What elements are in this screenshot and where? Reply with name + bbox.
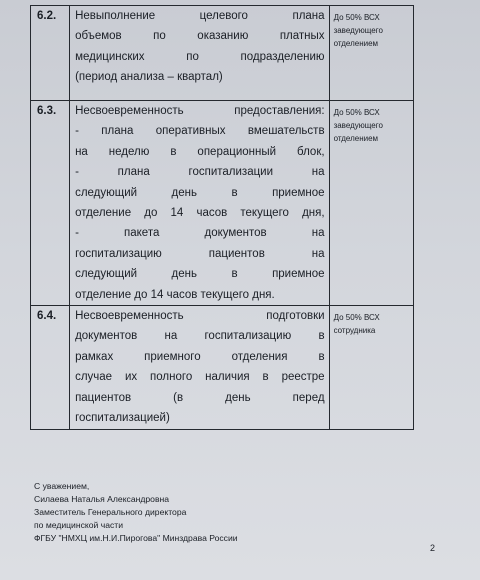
description-line: (период анализа – квартал) (75, 71, 223, 84)
description-line: отделение до 14 часов текущего дня. (75, 288, 275, 301)
penalty-line: заведующего (333, 121, 383, 130)
penalty-table (30, 5, 414, 430)
penalty-line: отделением (333, 134, 379, 143)
penalty-line: заведующего (333, 26, 383, 35)
table-row (31, 101, 414, 306)
penalty-cell (329, 306, 413, 430)
description-line: отделение до 14 часов текущего дня, (75, 207, 325, 220)
description-line: следующий день в приемное (75, 186, 325, 199)
penalty-line: До 50% ВСХ (333, 108, 380, 117)
penalty-line: отделением (333, 39, 379, 48)
violation-description (70, 6, 330, 101)
page-number: 2 (430, 543, 436, 553)
description-line: - плана госпитализации на (75, 166, 325, 179)
description-line: госпитализацией) (75, 412, 170, 425)
violation-description (70, 306, 330, 430)
description-line: пациентов (в день перед (75, 391, 325, 404)
signer-name: Силаева Наталья Александровна (34, 494, 170, 504)
description-line: - плана оперативных вмешательств (75, 125, 325, 138)
violation-description (70, 101, 330, 306)
penalty-cell (329, 101, 413, 306)
description-line: Несвоевременность предоставления: (75, 105, 325, 117)
description-line: - пакета документов на (75, 227, 325, 240)
signature-block (34, 480, 238, 545)
item-number: 6.3. (31, 101, 70, 306)
description-line: документов на госпитализацию в (75, 330, 325, 343)
description-line: случае их полного наличия в реестре (75, 371, 325, 384)
table-row (31, 6, 414, 101)
table-row (31, 306, 414, 430)
penalty-line: До 50% ВСХ (333, 313, 380, 323)
description-line: рамках приемного отделения в (75, 350, 325, 363)
description-line: Невыполнение целевого плана (75, 10, 325, 22)
description-line: Несвоевременность подготовки (75, 310, 325, 323)
description-line: медицинских по подразделению (75, 50, 325, 63)
penalty-line: сотрудника (333, 326, 376, 336)
penalty-cell (329, 6, 413, 101)
signer-position-detail: по медицинской части (34, 520, 124, 530)
penalty-line: До 50% ВСХ (333, 13, 380, 22)
greeting: С уважением, (34, 481, 90, 491)
description-line: следующий день в приемное (75, 268, 325, 281)
organization: ФГБУ "НМХЦ им.Н.И.Пирогова" Минздрава России (34, 533, 238, 543)
signer-position: Заместитель Генерального директора (34, 507, 187, 517)
description-line: на неделю в операционный блок, (75, 145, 325, 158)
item-number: 6.4. (31, 306, 70, 430)
item-number: 6.2. (31, 6, 70, 101)
description-line: госпитализацию пациентов на (75, 247, 325, 260)
description-line: объемов по оказанию платных (75, 30, 325, 43)
